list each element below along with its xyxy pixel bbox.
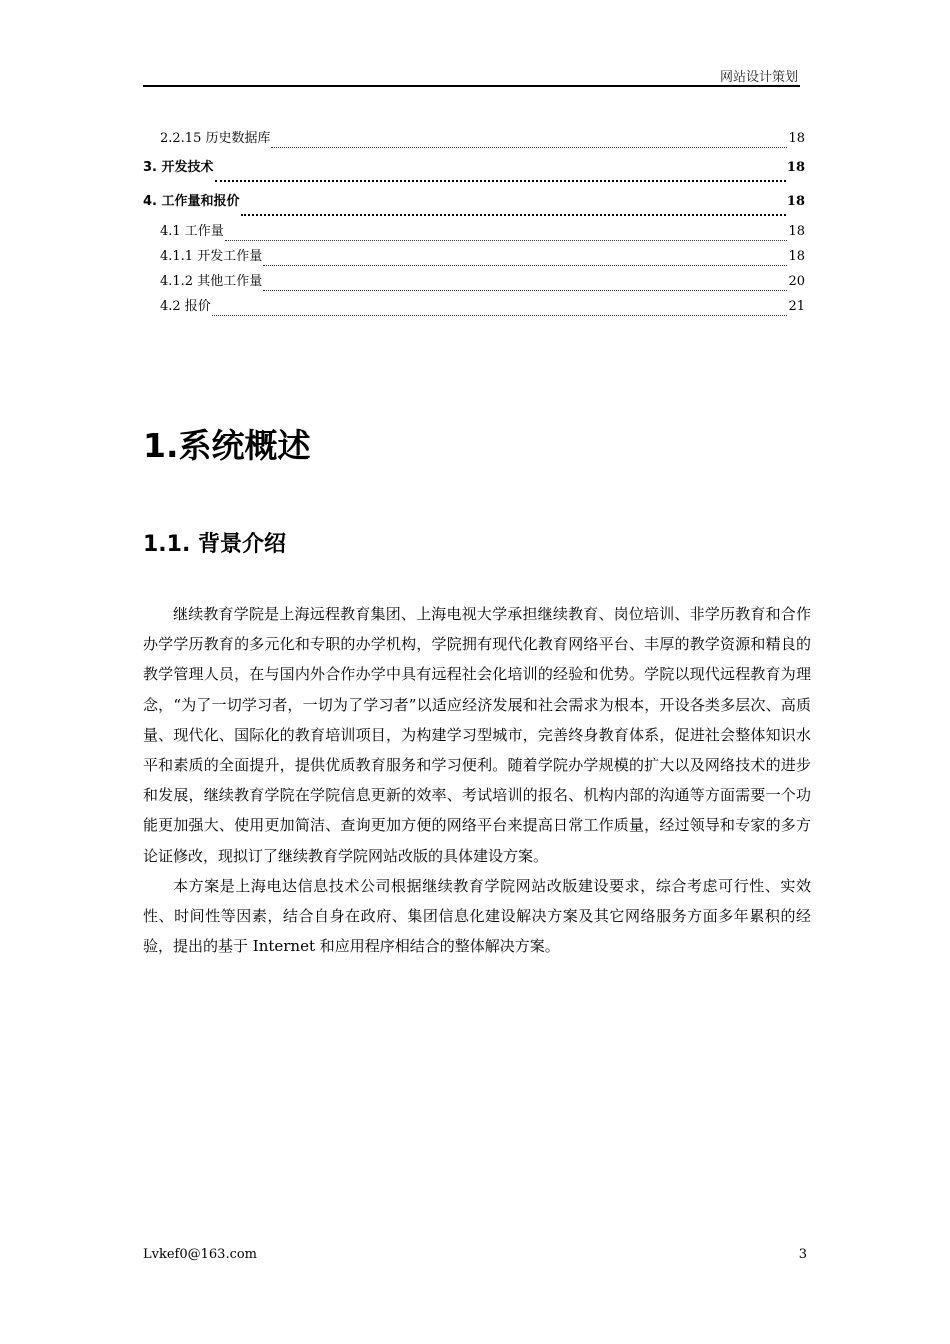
footer-email: Lvkef0@163.com [143, 1247, 258, 1262]
toc-entry-page: 20 [788, 274, 805, 289]
paragraph: 本方案是上海电达信息技术公司根据继续教育学院网站改版建设要求，综合考虑可行性、实效性、时间性等因素，结合自身在政府、集团信息化建设解决方案及其它网络服务方面多年累积的经验，提出的基于 Internet 和应用程序相结合的整体解决方案。 [143, 876, 811, 956]
toc-entry-page: 18 [788, 249, 805, 264]
toc-entry-label: 2.2.15 历史数据库 [160, 131, 271, 146]
header-rule [143, 85, 800, 87]
toc-entry[interactable] [143, 294, 805, 319]
toc-entry[interactable] [143, 269, 805, 294]
toc-entry-label: 3. 开发技术 [143, 160, 214, 175]
section-heading: 1.系统概述 [143, 426, 311, 465]
toc-entry-label: 4. 工作量和报价 [143, 194, 240, 209]
table-of-contents [143, 126, 805, 319]
toc-leader-dots [263, 255, 787, 266]
toc-entry[interactable] [143, 126, 805, 151]
toc-entry[interactable] [143, 244, 805, 269]
subsection-heading: 1.1. 背景介绍 [143, 532, 286, 557]
paragraph: 继续教育学院是上海远程教育集团、上海电视大学承担继续教育、岗位培训、非学历教育和合作办学学历教育的多元化和专职的办学机构，学院拥有现代化教育网络平台、丰厚的教学资源和精良的教学管理人员，在与国内外合作办学中具有远程社会化培训的经验和优势。学院以现代远程教育为理念，“为了一切学习者，一切为了学习者”以适应经济发展和社会需求为根本，开设各类多层次、高质量、现代化、国际化的教育培训项目，为构建学习型城市，完善终身教育体系，促进社会整体知识水平和素质的全面提升，提供优质教育服务和学习便利。随着学院办学规模的扩大以及网络技术的进步和发展，继续教育学院在学院信息更新的效率、考试培训的报名、机构内部的沟通等方面需要一个功能更加强大、使用更加简洁、查询更加方便的网络平台来提高日常工作质量，经过领导和专家的多方论证修改，现拟订了继续教育学院网站改版的具体建设方案。 [143, 605, 811, 865]
toc-entry[interactable] [143, 219, 805, 244]
toc-entry-page: 18 [786, 160, 805, 175]
toc-leader-dots [271, 137, 787, 148]
header-title: 网站设计策划 [719, 70, 798, 85]
toc-entry[interactable] [143, 185, 805, 219]
page-number: 3 [798, 1247, 807, 1262]
toc-entry-label: 4.2 报价 [160, 299, 211, 314]
toc-entry-page: 21 [788, 299, 805, 314]
toc-leader-dots [212, 305, 788, 316]
toc-entry-label: 4.1.2 其他工作量 [160, 274, 263, 289]
toc-leader-dots [241, 204, 786, 216]
toc-entry-page: 18 [788, 131, 805, 146]
toc-entry[interactable] [143, 151, 805, 185]
toc-entry-page: 18 [786, 194, 805, 209]
toc-leader-dots [215, 170, 786, 182]
toc-entry-page: 18 [788, 224, 805, 239]
toc-leader-dots [263, 280, 787, 291]
toc-entry-label: 4.1.1 开发工作量 [160, 249, 263, 264]
toc-leader-dots [225, 230, 788, 241]
body-text [143, 599, 811, 961]
toc-entry-label: 4.1 工作量 [160, 224, 224, 239]
